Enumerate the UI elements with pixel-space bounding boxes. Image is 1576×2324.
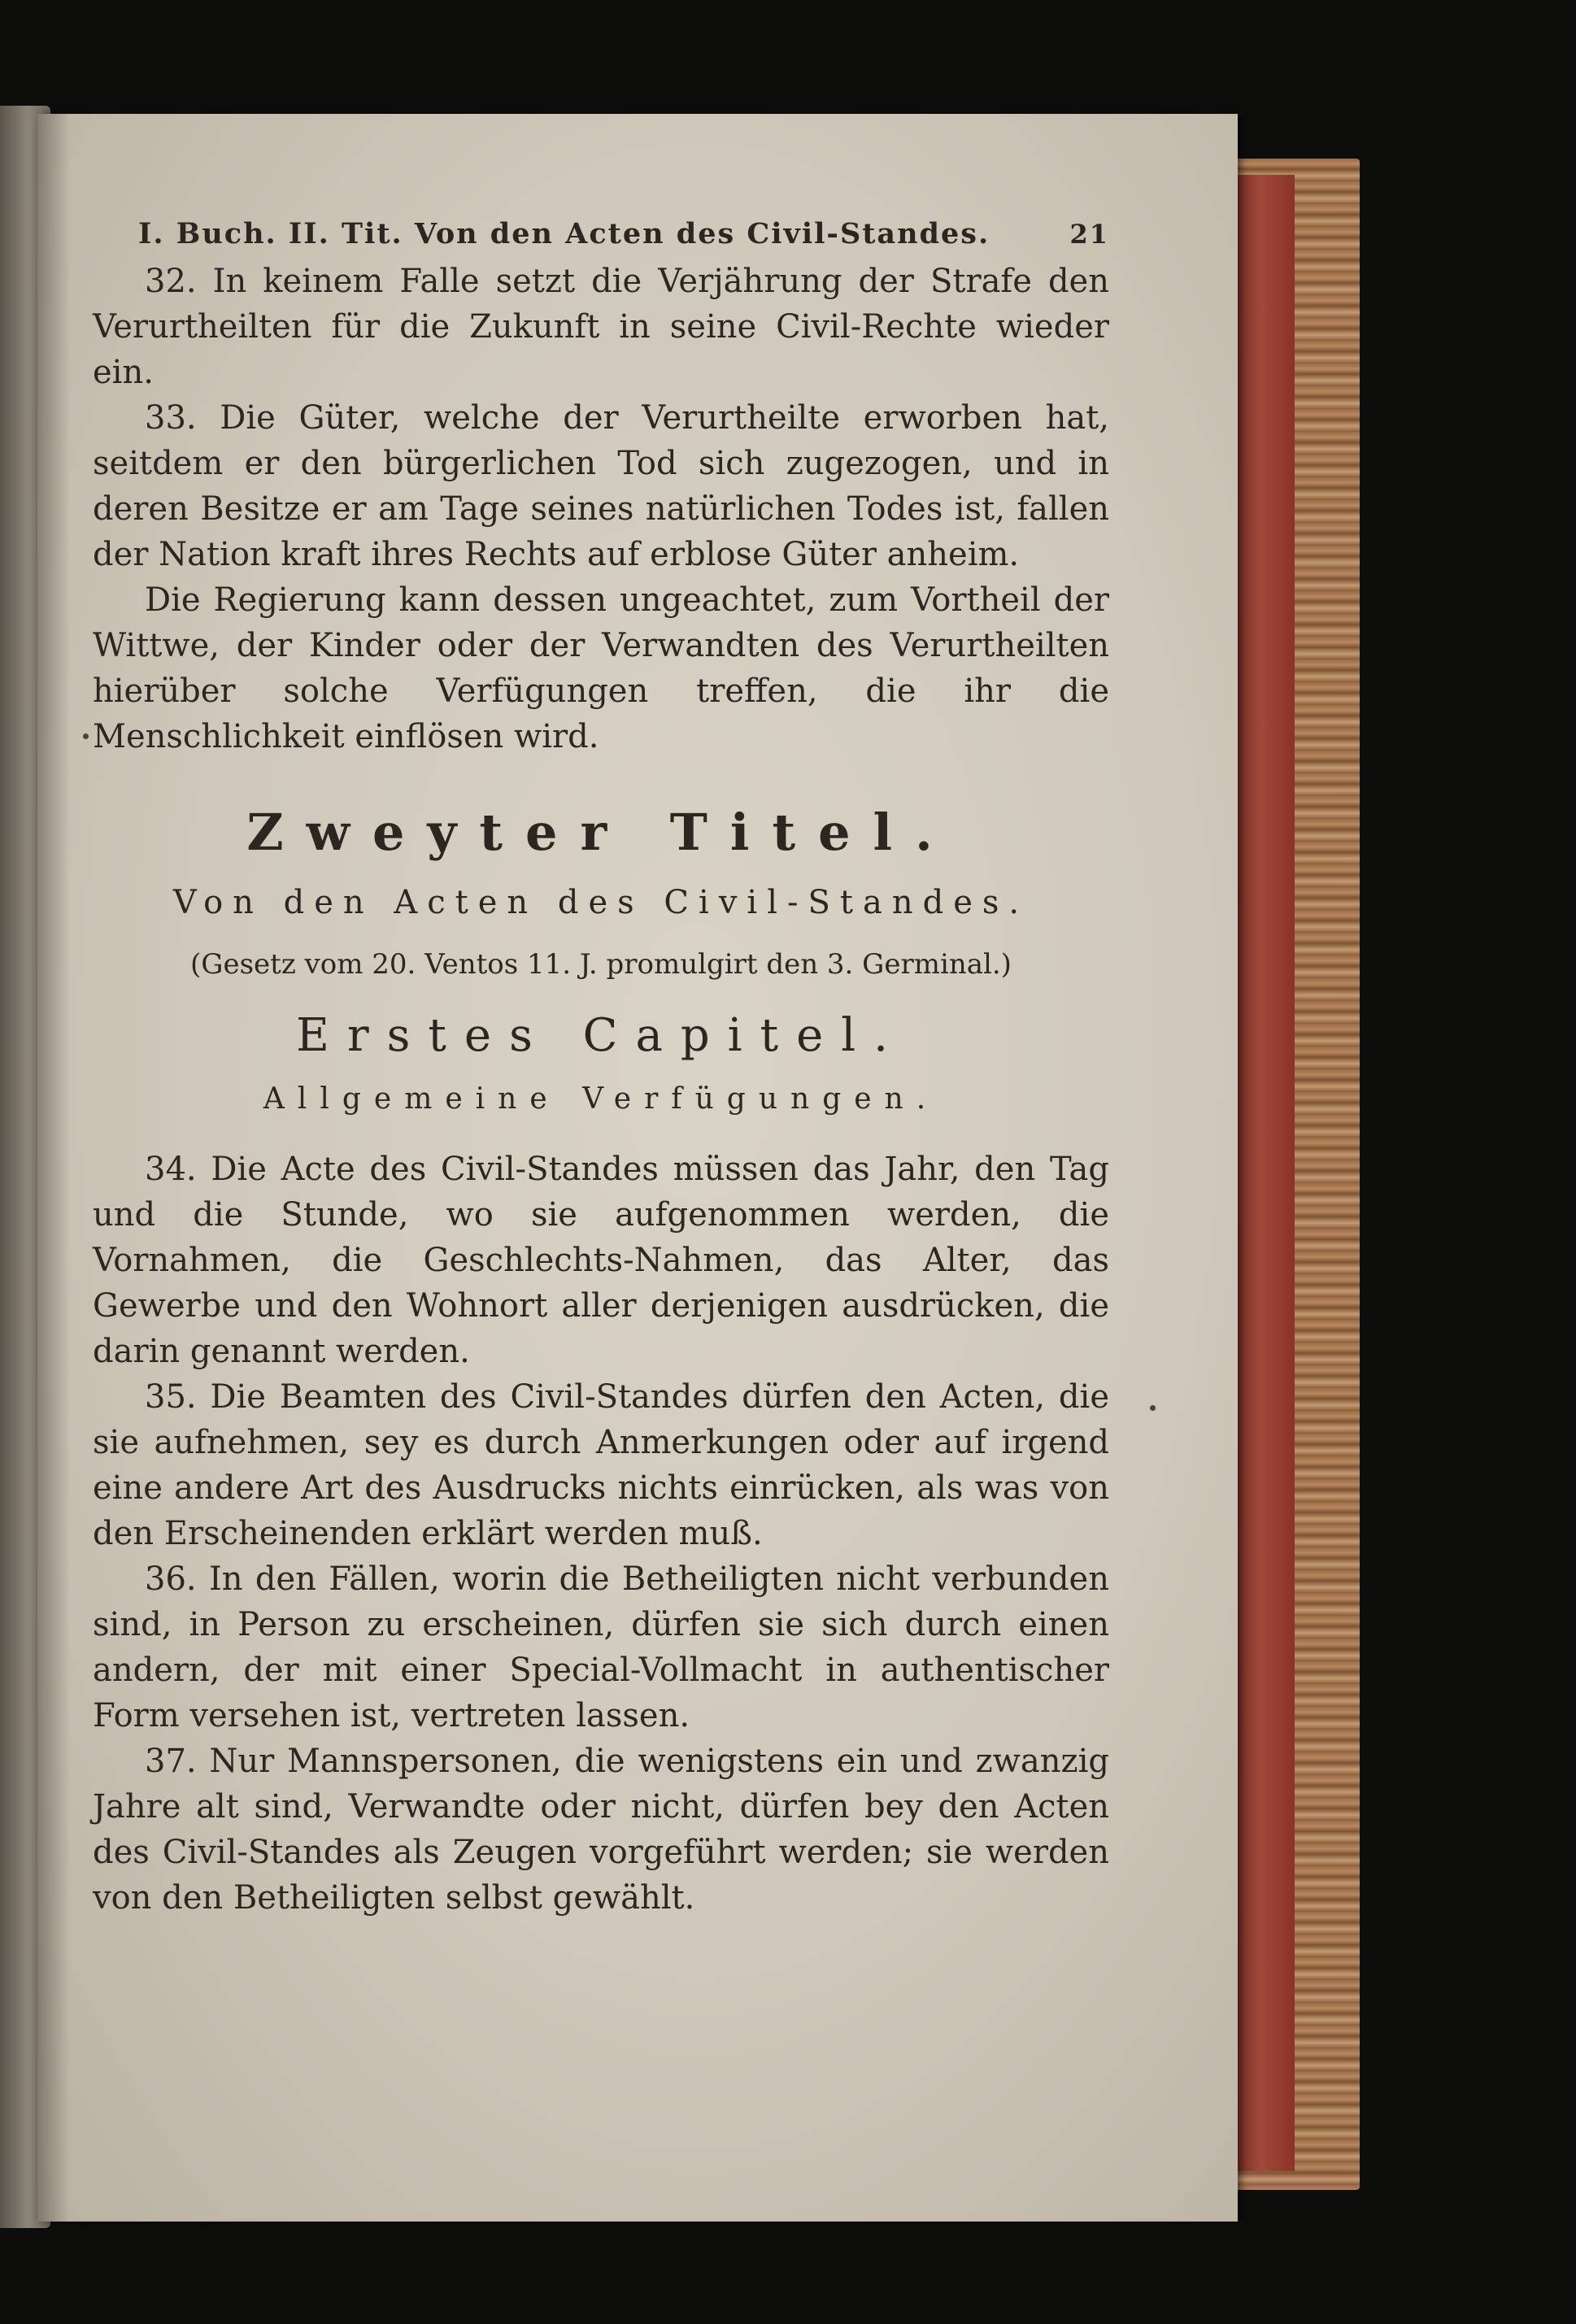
book-page <box>37 114 1238 2222</box>
chapter-title: Erstes Capitel. <box>296 1009 906 1062</box>
red-page-edge <box>1233 175 1295 2171</box>
article-33: 33. Die Güter, welche der Verurtheilte erworben hat, seitdem er den bürgerlichen Tod sich zugezogen, und in deren Besitze er am Tage seines natürlichen Todes ist, fallen der Nation kraft ihres Rechts auf erblose Güter anheim. <box>93 399 1109 573</box>
article-37: 37. Nur Mannspersonen, die wenigstens ein und zwanzig Jahre alt sind, Verwandte oder nicht, dürfen bey den Acten des Civil-Standes als Zeugen vorgeführt werden; sie werden von den Betheiligten selbst gewählt. <box>93 1743 1109 1917</box>
chapter-subtitle: Allgemeine Verfügungen. <box>263 1082 939 1116</box>
page-gutter-shadow <box>37 114 70 2222</box>
ink-speck <box>1150 1405 1156 1411</box>
article-35: 35. Die Beamten des Civil-Standes dürfen den Acten, die sie aufnehmen, sey es durch Anmerkungen oder auf irgend eine andere Art des Ausdrucks nichts einrücken, als was von den Erscheinenden erklärt werden muß. <box>93 1378 1109 1552</box>
ink-speck <box>83 733 89 739</box>
section-title: Zweyter Titel. <box>246 803 956 862</box>
page-text <box>93 210 1109 1921</box>
law-note: (Gesetz vom 20. Ventos 11. J. promulgirt den 3. Germinal.) <box>190 948 1012 981</box>
page-number: 21 <box>1069 219 1109 250</box>
article-32: 32. In keinem Falle setzt die Verjährung der Strafe den Verurtheilten für die Zukunft in seine Civil-Rechte wieder ein. <box>93 263 1109 391</box>
article-36: 36. In den Fällen, worin die Betheiligten nicht verbunden sind, in Person zu erscheinen, dürfen sie sich durch einen andern, der mit einer Special-Vollmacht in authentischer Form versehen ist, vertreten lassen. <box>93 1560 1109 1734</box>
article-33-continuation: Die Regierung kann dessen ungeachtet, zum Vortheil der Wittwe, der Kinder oder der Verwandten des Verurtheilten hierüber solche Verfügungen treffen, die ihr die Menschlichkeit einflösen wird. <box>93 581 1109 755</box>
running-header <box>93 210 1109 259</box>
article-34: 34. Die Acte des Civil-Standes müssen das Jahr, den Tag und die Stunde, wo sie aufgenommen werden, die Vornahmen, die Geschlechts-Nahmen, das Alter, das Gewerbe und den Wohnort aller derjenigen ausdrücken, die darin genannt werden. <box>93 1151 1109 1370</box>
running-head: I. Buch. II. Tit. Von den Acten des Civil-Standes. <box>138 217 990 250</box>
section-subtitle: Von den Acten des Civil-Standes. <box>172 884 1030 921</box>
